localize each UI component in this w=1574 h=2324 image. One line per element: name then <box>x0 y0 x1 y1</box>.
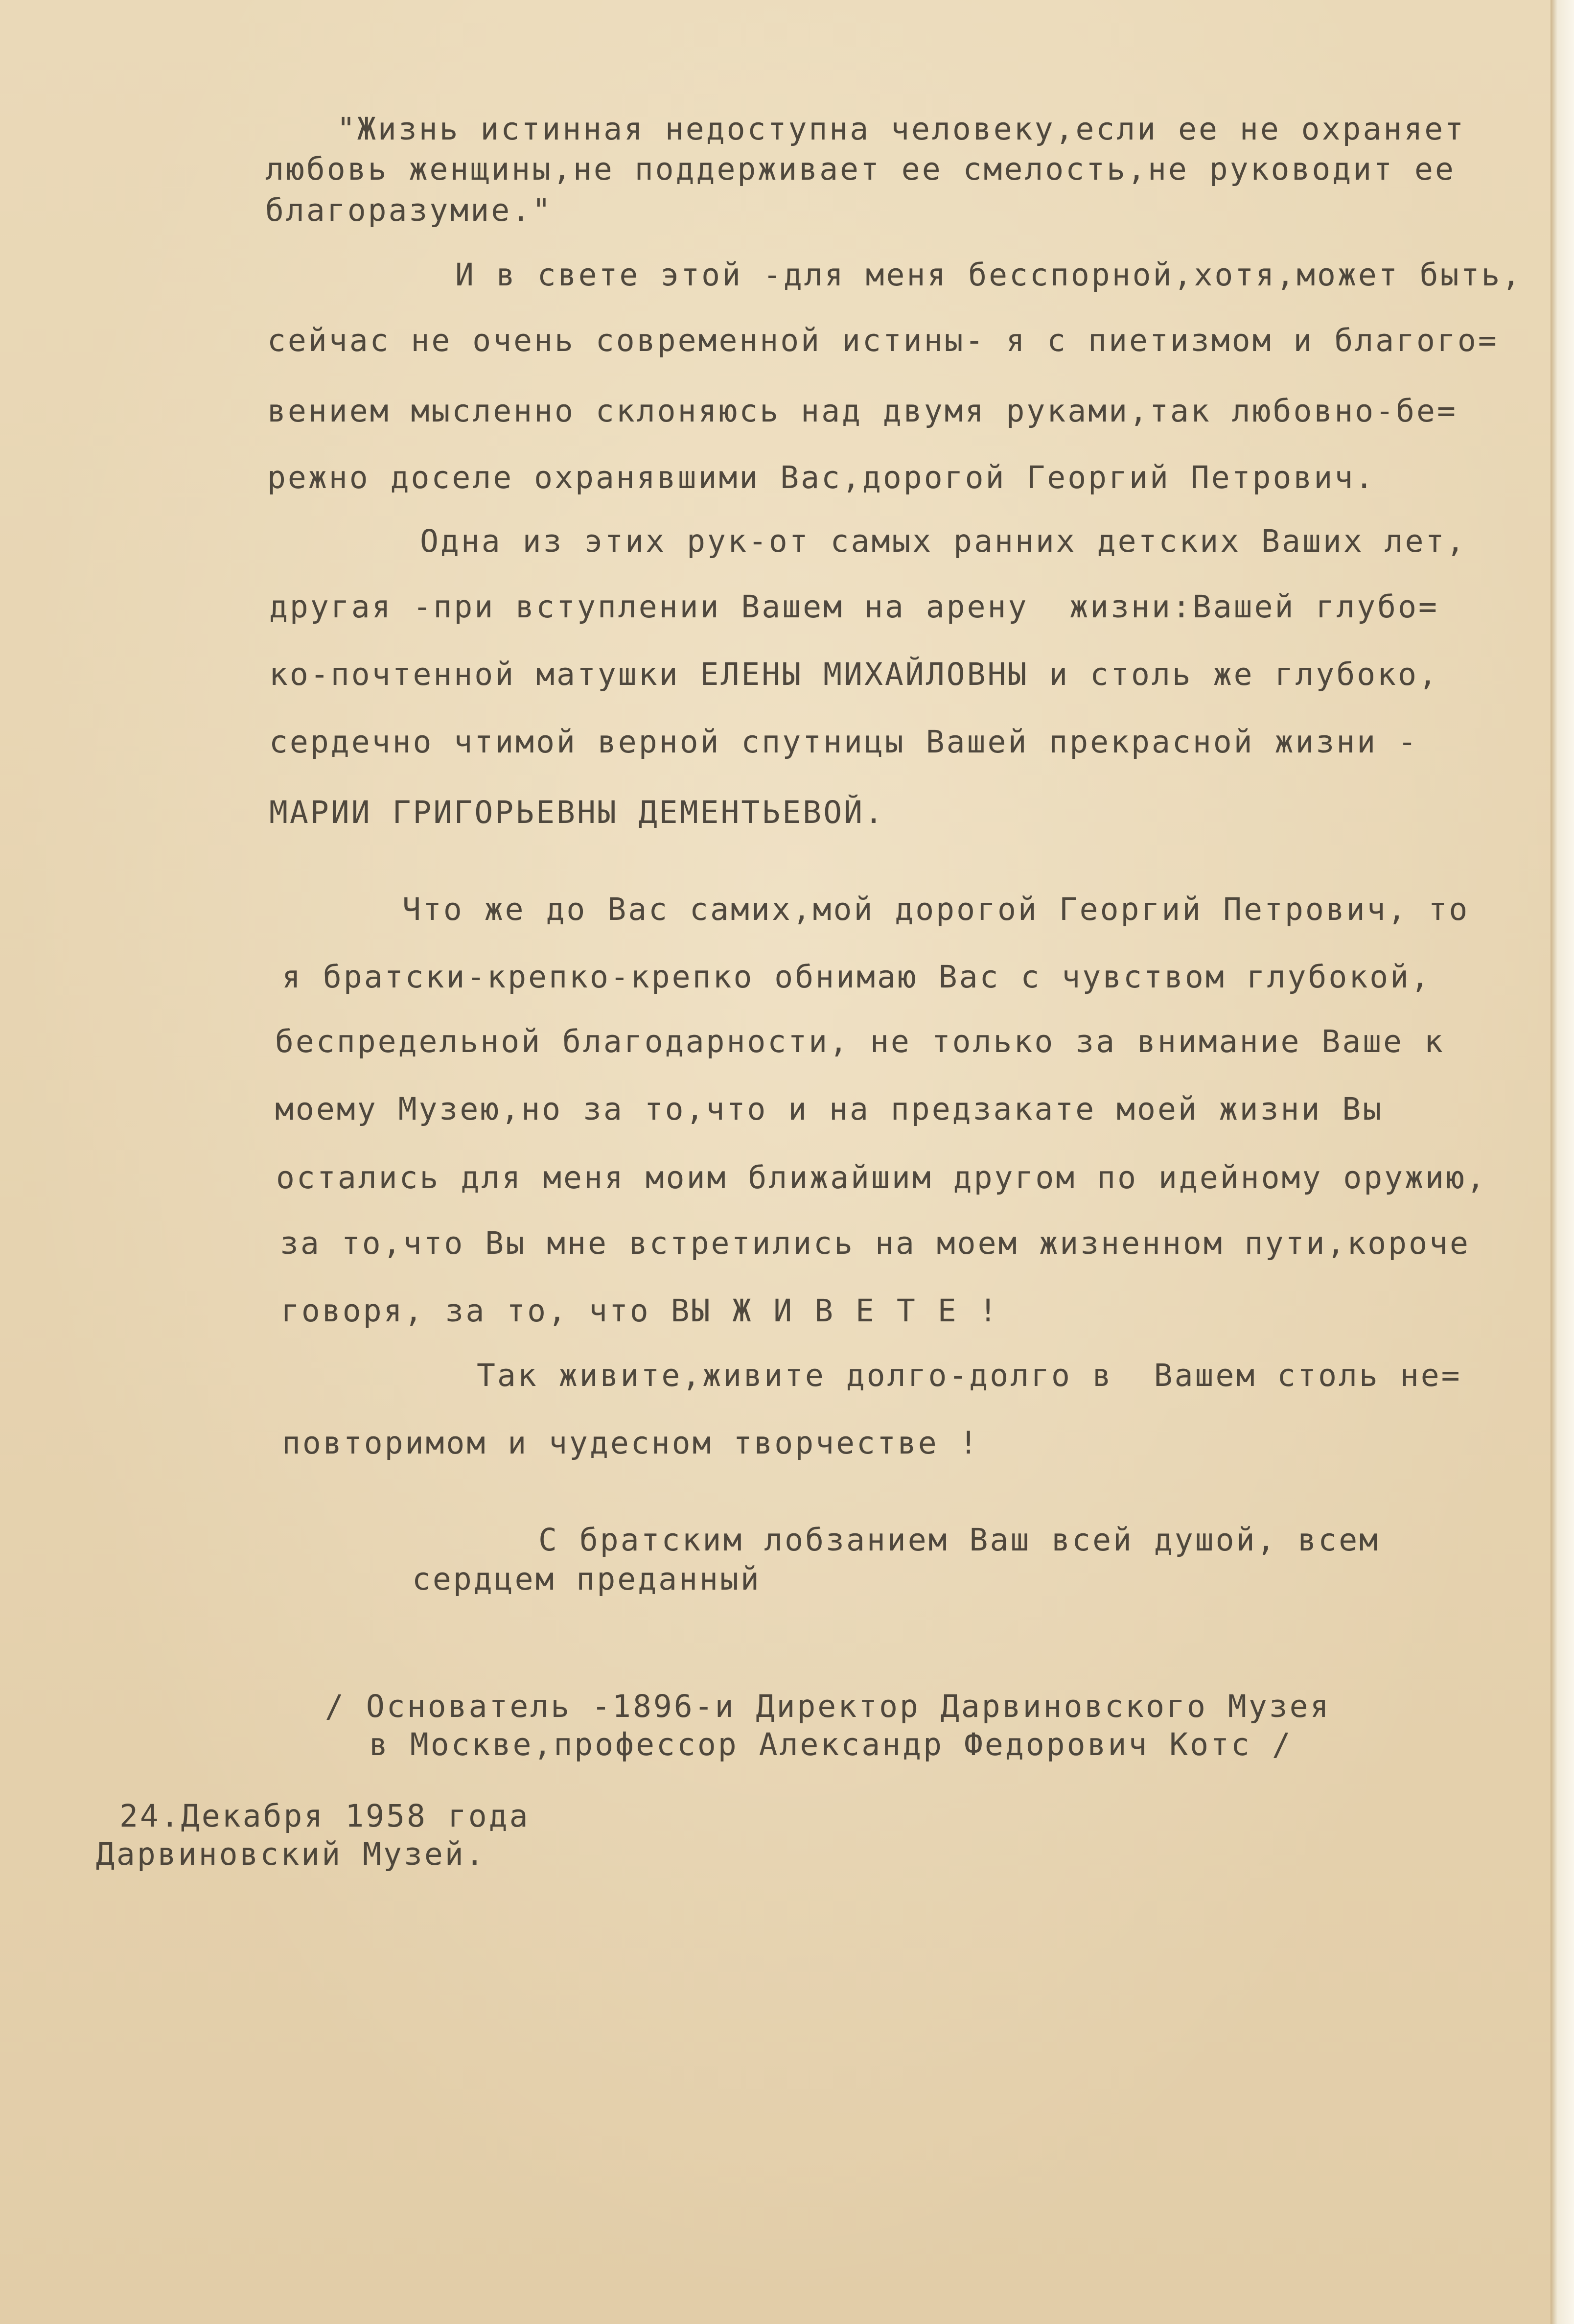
paragraph-line: говоря, за то, что ВЫ Ж И В Е Т Е ! <box>281 1293 999 1329</box>
signature-line: / Основатель -1896-и Директор Дарвиновского Музея <box>325 1689 1331 1724</box>
paragraph-line: повторимом и чудесном творчестве ! <box>282 1425 980 1461</box>
paragraph-line: режно доселе охранявшими Вас,дорогой Георгий Петрович. <box>267 460 1376 495</box>
signature-line: в Москве,профессор Александр Федорович Котс / <box>369 1727 1293 1762</box>
paragraph-line: остались для меня моим ближайшим другом по идейному оружию, <box>276 1160 1487 1196</box>
paragraph-line: моему Музею,но за то,что и на предзакате моей жизни Вы <box>275 1091 1384 1127</box>
paragraph-line: Одна из этих рук-от самых ранних детских Ваших лет, <box>420 523 1467 559</box>
quote-line-3: благоразумие." <box>265 192 553 228</box>
paragraph-line: за то,что Вы мне встретились на моем жизненном пути,короче <box>280 1225 1470 1261</box>
paragraph-line: Что же до Вас самих,мой дорогой Георгий Петрович, то <box>402 892 1470 927</box>
place-line: Дарвиновский Музей. <box>96 1836 486 1872</box>
date-line: 24.Декабря 1958 года <box>119 1798 530 1834</box>
paragraph-line: другая -при вступлении Вашем на арену жизни:Вашей глубо= <box>269 589 1439 625</box>
quote-line-2: любовь женщины,не поддерживает ее смелость,не руководит ее <box>265 151 1456 187</box>
closing-line: сердцем преданный <box>412 1561 761 1597</box>
paragraph-line: я братски-крепко-крепко обнимаю Вас с чувством глубокой, <box>282 959 1432 995</box>
page-edge <box>1551 0 1574 2324</box>
paragraph-line: беспредельной благодарности, не только за внимание Ваше к <box>275 1024 1445 1059</box>
closing-line: С братским лобзанием Ваш всей душой, всем <box>538 1522 1380 1558</box>
quote-line-1: "Жизнь истинная недоступна человеку,если ее не охраняет <box>337 111 1466 147</box>
paragraph-line: Так живите,живите долго-долго в Вашем столь не= <box>477 1358 1462 1393</box>
paragraph-line: вением мысленно склоняюсь над двумя руками,так любовно-бе= <box>267 393 1458 429</box>
paragraph-line: И в свете этой -для меня бесспорной,хотя,может быть, <box>455 257 1523 293</box>
paragraph-line: ко-почтенной матушки ЕЛЕНЫ МИХАЙЛОВНЫ и столь же глубоко, <box>269 657 1439 692</box>
paragraph-line: сейчас не очень современной истины- я с пиетизмом и благого= <box>267 323 1499 358</box>
paragraph-line: сердечно чтимой верной спутницы Вашей прекрасной жизни - <box>269 724 1419 760</box>
paragraph-line: МАРИИ ГРИГОРЬЕВНЫ ДЕМЕНТЬЕВОЙ. <box>269 795 885 830</box>
